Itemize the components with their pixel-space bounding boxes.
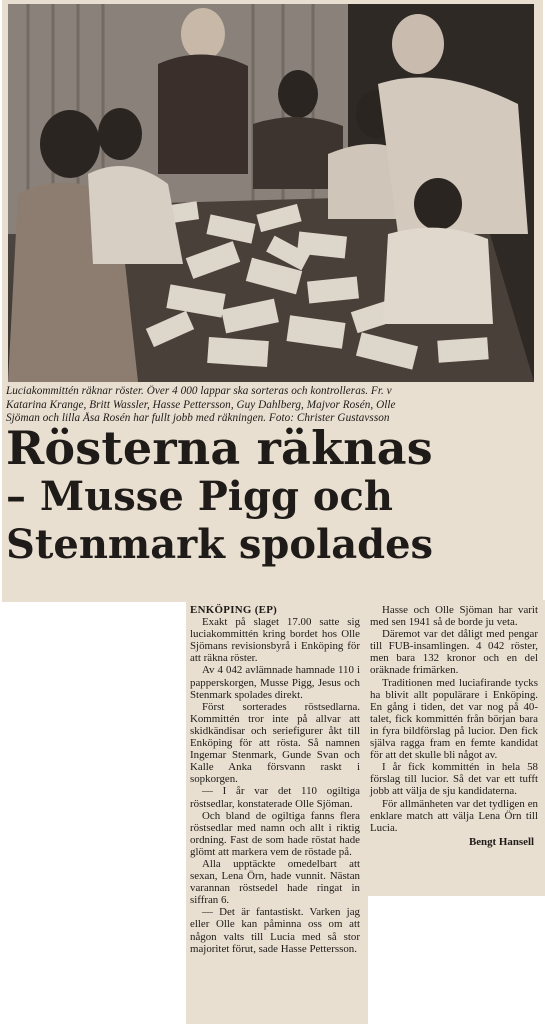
caption-line: Katarina Krange, Britt Wassler, Hasse Pettersson, Guy Dahlberg, Majvor Rosén, Olle	[6, 398, 396, 411]
paragraph: Alla upptäckte omedelbart att sexan, Lena Örn, hade vunnit. Nästan varannan röstsedel hade ringat in siffran 6.	[190, 857, 360, 907]
paragraph: — I år var det 110 ogiltiga röstsedlar, konstaterade Olle Sjöman.	[190, 785, 360, 810]
article-column-mid	[190, 604, 360, 955]
paragraph: Och bland de ogiltiga fanns flera röstsedlar med namn och allt i riktig ordning. Fast de som hade röstat hade glömt att markera vem de röstade på.	[190, 809, 360, 858]
headline-line-2: – Musse Pigg och	[6, 473, 393, 520]
caption-line: Luciakommittén räknar röster. Över 4 000 lappar ska sorteras och kontrolleras. Fr. v	[6, 385, 392, 397]
headline-line-3: Stenmark spolades	[6, 521, 434, 568]
paragraph: Däremot var det dåligt med pengar till FUB-insamlingen. 4 042 röster, men bara 132 kronor och en del oräknade frimärken.	[370, 628, 538, 677]
group-photo	[8, 4, 534, 382]
paragraph: Traditionen med luciafirande tycks ha blivit allt populärare i Enköping. En gång i tiden, det var nog på 40-talet, fick kommittén från början bara in fyra bildförslag på lucior. Den fick själva ragga fram en femte kandidat för att det skulle bli något av.	[370, 676, 538, 762]
byline: Bengt Hansell	[468, 835, 534, 848]
paragraph: — Det är fantastiskt. Varken jag eller Olle kan påminna oss om att någon valts till Lucia med så stor majoritet förut, sade Hasse Pettersson.	[190, 906, 360, 955]
photo-caption	[6, 385, 536, 426]
photo-illustration	[8, 4, 534, 382]
paragraph: Exakt på slaget 17.00 satte sig luciakommittén kring bordet hos Olle Sjömans revisionsbyrå i Enköping för att räkna röster.	[190, 616, 360, 665]
article-column-right	[370, 604, 538, 848]
dateline: ENKÖPING (EP)	[190, 604, 278, 616]
paragraph: Först sorterades röstsedlarna. Kommittén tror inte på allvar att skidkändisar och seriefigurer åkt till Enköping för att rösta. Så namnen Ingemar Stenmark, Gunde Svan och Kalle Anka försvann raskt i sopkorgen.	[190, 700, 360, 786]
headline	[6, 421, 542, 568]
paragraph: I år fick kommittén in hela 58 förslag till lucior. Så det var ett tufft jobb att välja de sju kandidaterna.	[370, 761, 538, 798]
headline-line-1: Rösterna räknas	[6, 421, 433, 475]
caption-line: Sjöman och lilla Åsa Rosén har fullt jobb med räkningen. Foto: Christer Gustavsson	[6, 412, 390, 425]
paragraph: För allmänheten var det tydligen en enklare match att välja Lena Örn till Lucia.	[370, 797, 538, 834]
paragraph: Hasse och Olle Sjöman har varit med sen 1941 så de borde ju veta.	[370, 604, 538, 629]
paragraph: Av 4 042 avlämnade hamnade 110 i papperskorgen, Musse Pigg, Jesus och Stenmark spolades direkt.	[190, 664, 360, 701]
